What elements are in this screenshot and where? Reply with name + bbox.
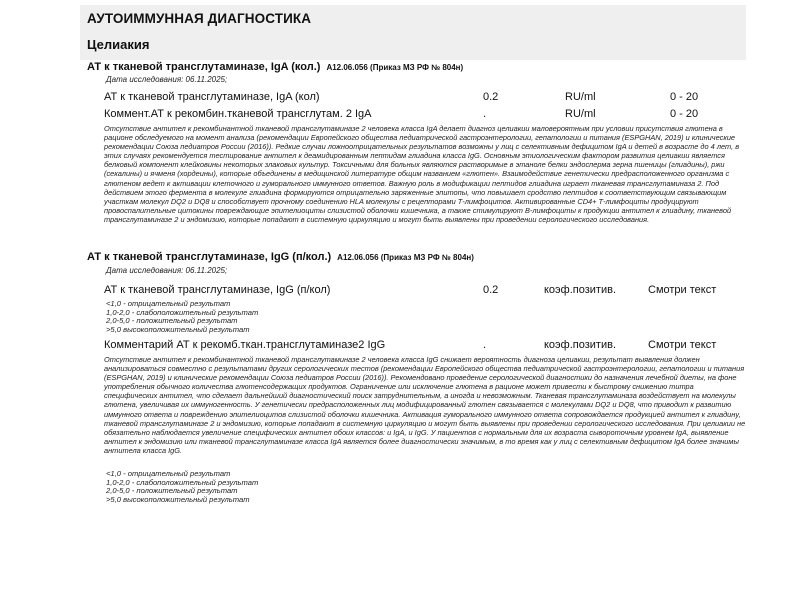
result-unit: коэф.позитив. [544,284,616,296]
subsection-title: Целиакия [87,37,150,52]
result-name: АТ к тканевой трансглутаминазе, IgA (кол) [104,91,320,103]
comment-igg [104,355,746,455]
result-unit: RU/ml [565,108,596,120]
result-row [104,284,744,298]
result-name: Коммент.АТ к рекомбин.тканевой трансглутам. 2 IgA [104,108,372,120]
test-title-igg-text: АТ к тканевой трансглутаминазе, IgG (п/кол.) [87,251,332,263]
range-item: <1,0 - отрицательный результат [106,469,231,478]
test-title-iga [87,61,463,73]
comment-iga-text: Отсутствие антител к рекомбинантной тканевой трансглутаминазе 2 человека класса IgA делает диагноз целиакии маловероятным при условии присутствия глютена в рационе обследуемого на момент анализа (рекомендации Европейского общества педиатрической гастроэнтерологии, гепатологии и питания (ESPGHAN, 2019) и клинические рекомендации Союза педиатров России (2016)). Редкие случаи ложноотрицательных результатов возможны у лиц с селективным дефицитом IgA и детей в возрасте до 4 лет, в этих случаях рекомендуется тестирование антител к деамидированным пептидам глиадина класса IgG. Основным этиологическим фактором развития целиакии является белковый компонент клейковины некоторых злаковых культур. Токсичными для больных являются растворимые в этаноле белки эндосперма зерна пшеницы (глиадины), ржи (секалины) и ячменя (хордеины), которые объединены в медицинской литературе общим названием «глютен». Взаимодействие генетически предрасположенного организма с глютеном ведет к активации клеточного и гуморального иммунного ответов. Важную роль в модификации пептидов глиадина играет тканевая трансглутаминаза 2. Под действием этого фермента в молекуле глиадина формируются отрицательно заряженные эпитопы, что повышает сродство пептидов к соответствующим связывающим участкам молекул DQ2 и DQ8 и способствует прочному соединению HLA молекулы с рецепторами Т-лимфоцитов. Активированные CD4+ Т-лимфоциты продуцируют провоспалительные цитокины повреждающие эпителиоциты слизистой оболочки кишечника, а также стимулируют В-лимфоциты к продукции антител к глиадину, тканевой трансглутаминазе 2 и эндомизию, которые попадают в системную циркуляцию и могут быть выявлены при проведении серологического исследования. [104,124,740,224]
comment-igg-text: Отсутствие антител к рекомбинантной тканевой трансглутаминазе 2 человека класса IgG снижает вероятность диагноза целиакии, результат выявления должен анализироваться совместно с результатами других серологических тестов (рекомендации Европейского общества педиатрической гастроэнтерологии, гепатологии и питания (ESPGHAN, 2019) и клинические рекомендации Союза педиатров России (2016)). Рекомендовано проведение серологической диагностики до назначения лечебной диеты, на фоне употребления обычного количества глютенсодержащих продуктов. Ограничение или исключение глютена в рационе может привести к быстрому снижению титра специфических антител, что сделает дальнейший диагностический поиск затруднительным, а иногда и невозможным. Тканевая трансглутаминаза воздействует на молекулы глютена, увеличивая их иммуногенность. У генетически предрасположенных лиц модифицированный глютен связывается с молекулами DQ2 и DQ8, что приводит к развитию иммунного ответа и повреждению эпителиоцитов слизистой оболочки кишечника. Активация гуморального иммунного ответа сопровождается продукцией антител к глиадину, тканевой трансглутаминазе 2 и эндомизию, которые попадают в системную циркуляцию и могут быть выявлены при проведении серологического исследования. При целиакии не обязательно наблюдается увеличение специфических антител обоих классов: и IgA, и IgG. У пациентов с нормальным для их возраста сывороточным уровнем IgA, выявление антител к эндомизию или тканевой трансглутаминазе класса IgA является более диагностически значимым, в то время как у лиц с селективным дефицитом IgA более значимы антитела класса IgG. [104,355,746,455]
test-title-igg [87,251,474,263]
result-row [104,339,744,353]
reference-ranges-after [106,470,258,504]
range-item: >5,0 высокоположительный результат [106,324,250,334]
result-name: АТ к тканевой трансглутаминазе, IgG (п/кол) [104,284,331,296]
result-reference: Смотри текст [648,284,717,296]
result-value: . [483,339,487,351]
section-title: АУТОИММУННАЯ ДИАГНОСТИКА [87,11,312,26]
result-reference: Смотри текст [648,339,717,351]
reference-ranges [106,300,258,334]
test-code-iga: A12.06.056 (Приказ МЗ РФ № 804н) [326,63,464,72]
result-reference: 0 - 20 [670,108,699,120]
result-value: 0.2 [483,91,499,103]
test-date-igg: Дата исследования: 06.11.2025; [106,266,228,275]
range-item: 1,0-2,0 - слабоположительный результат [106,477,259,487]
test-date-iga: Дата исследования: 06.11.2025; [106,75,228,84]
comment-iga [104,124,746,224]
range-item: 2,0-5,0 - положительный результат [106,486,238,496]
result-row [104,108,744,122]
test-title-iga-text: АТ к тканевой трансглутаминазе, IgA (кол.) [87,61,321,73]
test-code-igg: A12.06.056 (Приказ МЗ РФ № 804н) [337,253,474,262]
result-name: Комментарий АТ к рекомб.ткан.трансглутаминазе2 IgG [104,339,386,351]
range-item: 1,0-2,0 - слабоположительный результат [106,307,259,317]
range-item: >5,0 высокоположительный результат [106,494,250,504]
result-value: . [483,108,487,120]
result-unit: RU/ml [565,91,596,103]
result-value: 0.2 [483,284,499,296]
range-item: <1,0 - отрицательный результат [106,299,231,308]
result-row [104,91,744,105]
range-item: 2,0-5,0 - положительный результат [106,316,238,326]
result-unit: коэф.позитив. [544,339,616,351]
result-reference: 0 - 20 [670,91,699,103]
